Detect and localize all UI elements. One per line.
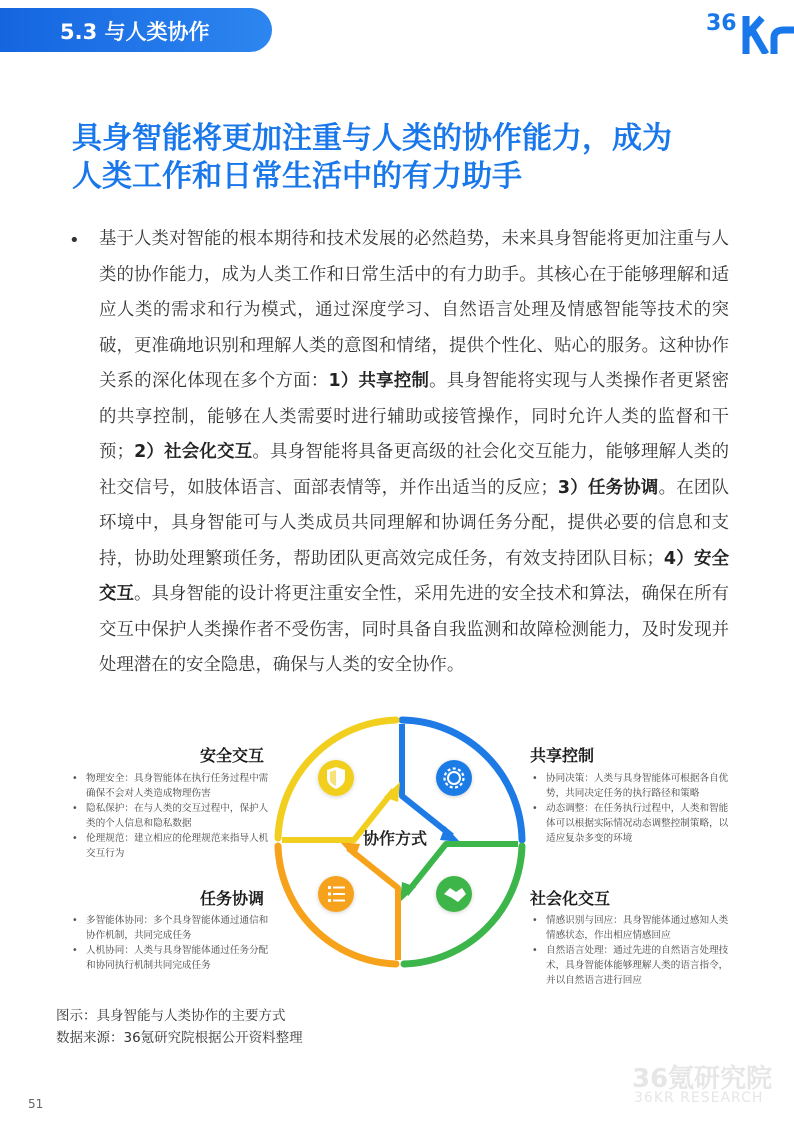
list-item: • 动态调整：在任务执行过程中，人类和智能体可以根据实际情况动态调整控制策略，以适应复杂多变的环境 xyxy=(530,801,730,846)
quad-title-task: 任务协调 xyxy=(200,889,265,908)
main-title-line2: 人类工作和日常生活中的有力助手 xyxy=(72,159,522,194)
list-item: • 协同决策：人类与具身智能体可根据各自优势，共同决定任务的执行路径和策略 xyxy=(530,771,730,801)
arrow-task xyxy=(348,848,398,960)
36kr-logo xyxy=(700,0,794,54)
gear-icon xyxy=(436,760,472,796)
diagram-center-label: 协作方式 xyxy=(362,829,427,848)
checklist-icon xyxy=(318,876,354,912)
svg-text:36: 36 xyxy=(706,11,737,36)
list-item: • 伦理规范：建立相应的伦理规范来指导人机交互行为 xyxy=(70,831,270,861)
list-item: • 自然语言处理：通过先进的自然语言处理技术，具身智能体能够理解人类的语言指令，并以自然语言进行回应 xyxy=(530,943,730,988)
quad-title-shared: 共享控制 xyxy=(530,746,595,765)
keyword-safety-interaction: 4）安全交互 xyxy=(99,548,729,604)
keyword-task-coordination: 3）任务协调 xyxy=(557,477,659,498)
shield-icon xyxy=(318,760,354,796)
section-title: 5.3 与人类协作 xyxy=(60,20,210,44)
page-number: 51 xyxy=(28,1097,44,1111)
handshake-icon xyxy=(436,876,472,912)
quad-list-task xyxy=(70,913,270,973)
figure-caption: 图示：具身智能与人类协作的主要方式 xyxy=(56,1008,286,1024)
list-item: • 多智能体协同：多个具身智能体通过通信和协作机制，共同完成任务 xyxy=(70,913,270,943)
bullet-dot: • xyxy=(69,230,80,251)
quad-list-social xyxy=(530,913,730,988)
list-item: • 人机协同：人类与具身智能体通过任务分配和协同执行机制共同完成任务 xyxy=(70,943,270,973)
main-title-line1: 具身智能将更加注重与人类的协作能力，成为 xyxy=(72,121,672,156)
source-caption: 数据来源：36氪研究院根据公开资料整理 xyxy=(56,1030,303,1046)
keyword-social-interaction: 2）社会化交互 xyxy=(134,442,253,462)
main-title xyxy=(72,120,752,196)
page-header xyxy=(0,0,794,55)
watermark-cn: 36氪研究院 xyxy=(632,1064,773,1094)
body-text-4: 。在团队环境中，具身智能可与人类成员共同理解和协调任务分配，提供必要的信息和支持，协助处理繁琐任务，帮助团队更高效完成任务，有效支持团队目标； xyxy=(99,477,729,569)
list-item: • 隐私保护：在与人类的交互过程中，保护人类的个人信息和隐私数据 xyxy=(70,801,270,831)
body-text-3: 。具身智能将具备更高级的社会化交互能力，能够理解人类的社交信号，如肢体语言、面部表情等，并作出适当的反应； xyxy=(99,442,729,498)
quad-list-shared xyxy=(530,771,730,846)
list-item: • 情感识别与回应：具身智能体通过感知人类情感状态，作出相应情感回应 xyxy=(530,913,730,943)
body-paragraph xyxy=(99,222,729,684)
quad-list-safety xyxy=(70,771,270,861)
body-text-1: 基于人类对智能的根本期待和技术发展的必然趋势，未来具身智能将更加注重与人类的协作能力，成为人类工作和日常生活中的有力助手。其核心在于能够理解和适应人类的需求和行为模式，通过深度学习、自然语言处理及情感智能等技术的突破，更准确地识别和理解人类的意图和情绪，提供个性化、贴心的服务。这种协作关系的深化体现在多个方面： xyxy=(99,229,729,391)
quad-title-social: 社会化交互 xyxy=(530,889,611,908)
list-item: • 物理安全：具身智能体在执行任务过程中需确保不会对人类造成物理伤害 xyxy=(70,771,270,801)
body-text-5: 。具身智能的设计将更注重安全性，采用先进的安全技术和算法，确保在所有交互中保护人类操作者不受伤害，同时具备自我监测和故障检测能力，及时发现并处理潜在的安全隐患，确保与人类的安全协作。 xyxy=(99,584,729,675)
watermark-en: 36KR RESEARCH xyxy=(634,1090,764,1106)
body-text-2: 。具身智能将实现与人类操作者更紧密的共享控制，能够在人类需要时进行辅助或接管操作，同时允许人类的监督和干预； xyxy=(99,371,729,462)
keyword-shared-control: 1）共享控制 xyxy=(328,371,430,391)
quad-title-safety: 安全交互 xyxy=(200,746,265,765)
